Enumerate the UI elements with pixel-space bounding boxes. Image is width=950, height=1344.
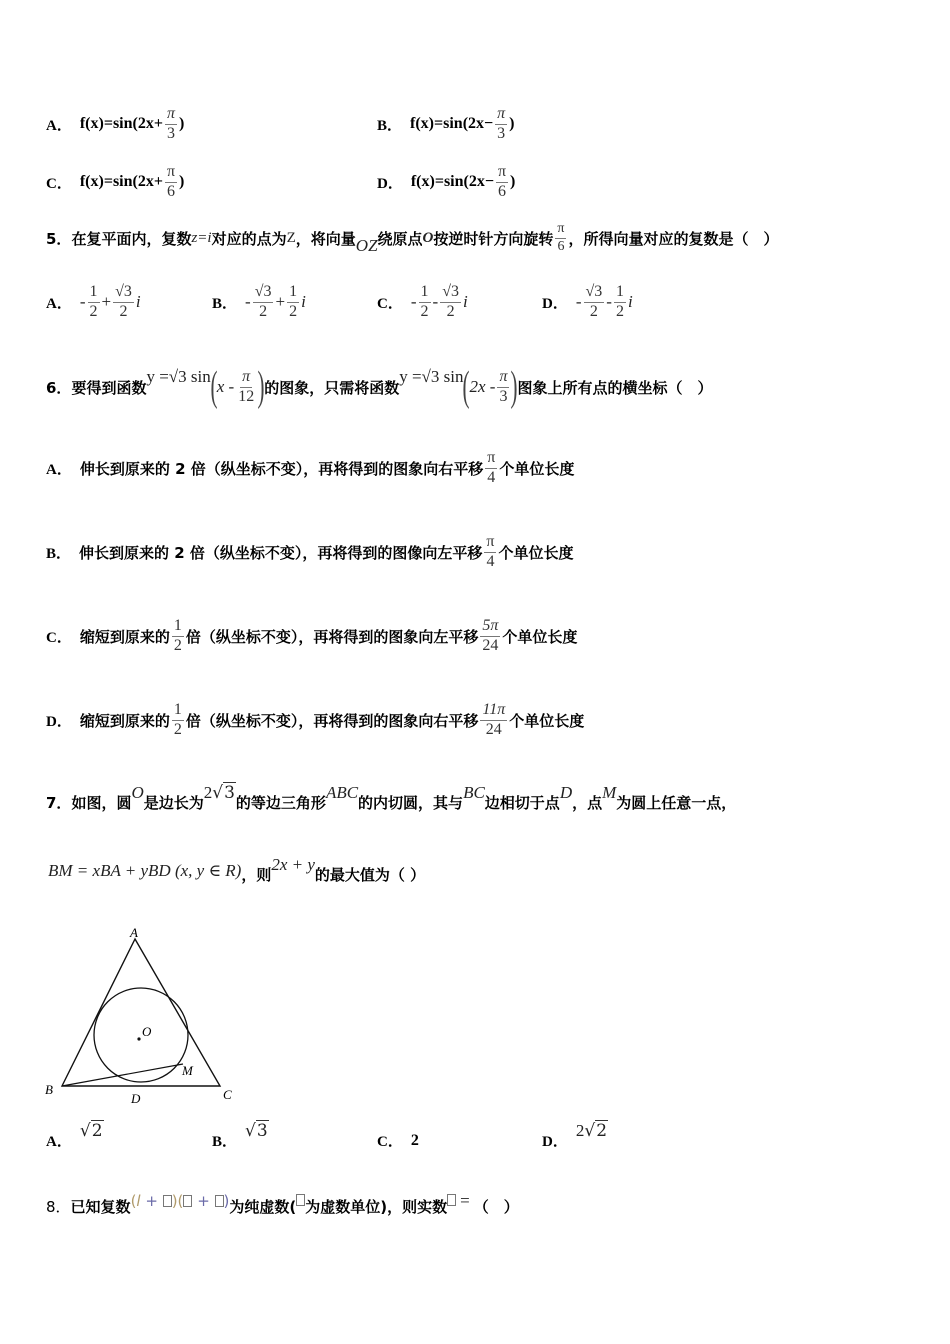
- q6-stem: 6． 要得到函数 y =√3 sin ( x - $\frac{\pi}{12}$ ) 的图象，只需将函数 y =√3 sin ( 2x - $\frac{\pi}{3}$ ) 图象上所有点的横坐标（ ）: [46, 364, 713, 410]
- option-label: C．: [46, 175, 72, 192]
- option-label: A．: [46, 117, 72, 134]
- q4-option-b: B． f(x)=sin(2x− $\frac{\pi}{3}$ ): [377, 105, 515, 142]
- fraction: $\frac{\pi}{3}$: [497, 105, 506, 142]
- q4-option-c: C． f(x)=sin(2x+ $\frac{\pi}{6}$ ): [46, 163, 185, 200]
- q6-option-c: C． 缩短到原来的 $\frac{1}{2}$ 倍（纵坐标不变），再将得到的图象向左平移 $\frac{5\pi}{24}$ 个单位长度: [46, 617, 578, 654]
- option-text: f(x)=sin(2x+: [79, 115, 163, 133]
- q7-stem: 7． 如图，圆 O 是边长为 2√3 的等边三角形 ABC 的内切圆，其与 BC 边相切于点 D ，点 M 为圆上任意一点，: [46, 782, 737, 812]
- svg-text:C: C: [223, 1087, 232, 1102]
- svg-text:O: O: [142, 1024, 152, 1039]
- q6-option-a: A． 伸长到原来的 2 倍（纵坐标不变），再将得到的图象向右平移 $\frac{\pi}{4}$ 个单位长度: [46, 449, 575, 486]
- q5-option-a: A． - $\frac{1}{2}$ + $\frac{√3}{2}$ i: [46, 283, 141, 320]
- q5-option-d: D． - $\frac{√3}{2}$ - $\frac{1}{2}$ i: [542, 283, 633, 320]
- missing-glyph-icon: [163, 1195, 172, 1207]
- function-2: y =√3 sin: [399, 367, 464, 386]
- q6-option-b: B． 伸长到原来的 2 倍（纵坐标不变），再将得到的图像向左平移 $\frac{\pi}{4}$ 个单位长度: [46, 533, 574, 570]
- q7-stem-line2: BM = xBA + yBD (x, y ∈ R) ，则 2x + y 的最大值为（ ）: [48, 854, 426, 884]
- vector-oz: OZ: [355, 236, 378, 256]
- fraction: $\frac{\pi}{6}$: [557, 221, 565, 254]
- missing-glyph-icon: [215, 1195, 224, 1207]
- q8-stem: 8． 已知复数 (l + )( + ) 为纯虚数( 为虚数单位)，则实数 = （ ）: [46, 1190, 519, 1216]
- q5-option-c: C． - $\frac{1}{2}$ - $\frac{√3}{2}$ i: [377, 283, 468, 320]
- missing-glyph-icon: [447, 1194, 456, 1206]
- question-number: 6．: [46, 378, 72, 397]
- option-label: B．: [377, 117, 403, 134]
- q4-option-a: A． f(x)=sin(2x+ $\frac{\pi}{3}$ ): [46, 105, 185, 142]
- fraction: $\frac{\pi}{6}$: [497, 163, 507, 200]
- q7-option-d: D． 2√2: [542, 1120, 608, 1150]
- function-1: y =√3 sin: [146, 367, 211, 386]
- q7-option-a: A． √2: [46, 1120, 103, 1150]
- option-text: f(x)=sin(2x−: [410, 115, 494, 133]
- q7-figure: [40, 922, 240, 1107]
- vector-equation: BM = xBA + yBD (x, y ∈ R): [48, 860, 242, 880]
- svg-text:A: A: [130, 925, 138, 940]
- missing-glyph-icon: [296, 1194, 305, 1206]
- q4-option-d: D． f(x)=sin(2x− $\frac{\pi}{6}$ ): [377, 163, 516, 200]
- fraction: $\frac{\pi}{3}$: [166, 105, 175, 142]
- q5-stem: 5． 在复平面内，复数 z=i 对应的点为 Z ，将向量 OZ 绕原点 O 按逆时针方向旋转 $\frac{\pi}{6}$ ，所得向量对应的复数是（ ）: [46, 221, 779, 256]
- svg-text:M: M: [182, 1063, 193, 1078]
- q7-option-c: C． 2: [377, 1131, 419, 1150]
- svg-text:B: B: [45, 1082, 53, 1097]
- option-text: f(x)=sin(2x−: [410, 173, 494, 191]
- question-number: 8．: [46, 1198, 71, 1216]
- question-number: 5．: [46, 229, 72, 248]
- option-label: D．: [377, 175, 403, 192]
- complex-formula: (l + )( + ): [130, 1191, 230, 1210]
- question-number: 7．: [46, 794, 72, 812]
- q6-option-d: D． 缩短到原来的 $\frac{1}{2}$ 倍（纵坐标不变），再将得到的图象向右平移 $\frac{11\pi}{24}$ 个单位长度: [46, 701, 585, 738]
- svg-text:D: D: [131, 1091, 141, 1106]
- option-text: f(x)=sin(2x+: [79, 173, 163, 191]
- q7-option-b: B． √3: [212, 1120, 268, 1150]
- fraction: $\frac{\pi}{6}$: [166, 163, 176, 200]
- triangle-incircle-diagram: [40, 922, 240, 1107]
- q5-option-b: B． - $\frac{√3}{2}$ + $\frac{1}{2}$ i: [212, 283, 306, 320]
